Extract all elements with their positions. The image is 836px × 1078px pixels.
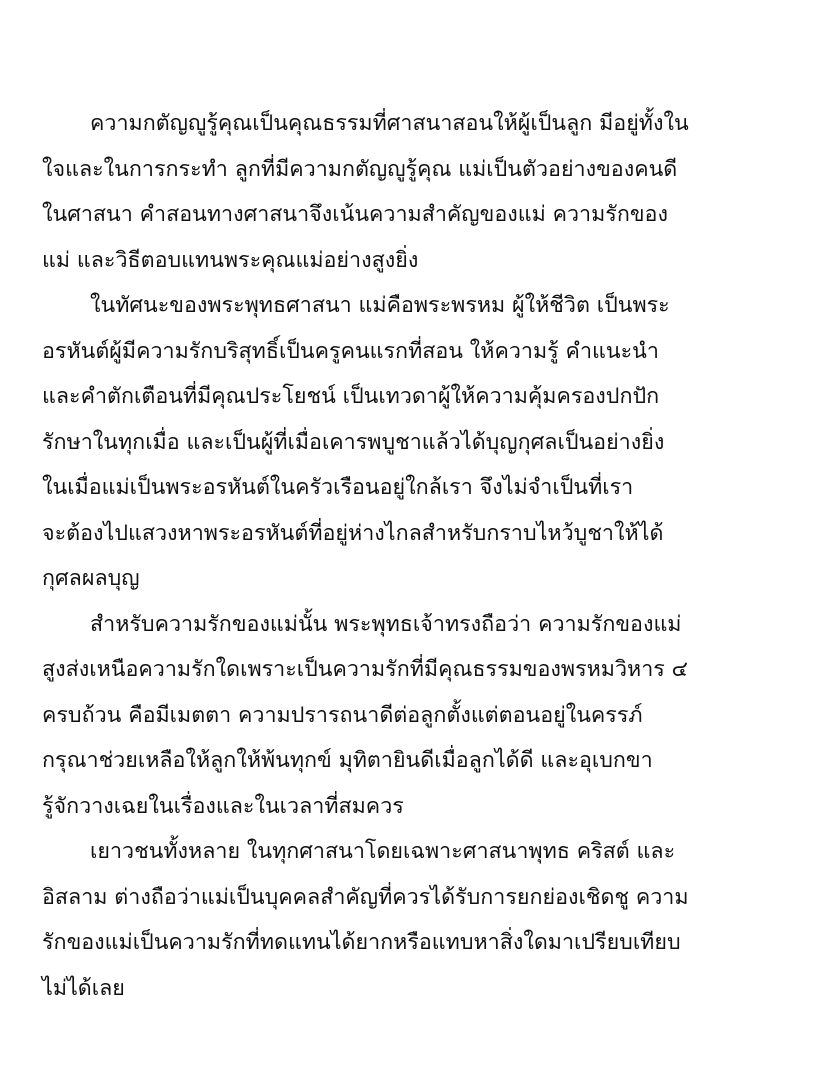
paragraph-3 [42,602,802,830]
text-line: อรหันต์ผู้มีความรักบริสุทธิ์เป็นครูคนแรกที่สอน ให้ความรู้ คำแนะนำ [42,338,659,364]
text-line: ในเมื่อแม่เป็นพระอรหันต์ในครัวเรือนอยู่ใกล้เรา จึงไม่จำเป็นที่เรา [42,475,634,500]
paragraph-4 [42,829,802,1011]
text-line: กุศลผลบุญ [42,566,140,591]
text-line: ความกตัญญูรู้คุณเป็นคุณธรรมที่ศาสนาสอนให้ผู้เป็นลูก มีอยู่ทั้งใน [90,111,689,136]
text-line: เยาวชนทั้งหลาย ในทุกศาสนาโดยเฉพาะศาสนาพุทธ คริสต์ และ [90,839,676,864]
text-line: ในทัศนะของพระพุทธศาสนา แม่คือพระพรหม ผู้ให้ชีวิต เป็นพระ [90,293,670,318]
paragraph-1 [42,101,802,283]
text-line: รู้จักวางเฉยในเรื่องและในเวลาที่สมควร [42,793,404,819]
text-line: อิสลาม ต่างถือว่าแม่เป็นบุคคลสำคัญที่ควรได้รับการยกย่องเชิดชู ความ [42,884,689,910]
document-body [42,101,802,1011]
text-line: สูงส่งเหนือความรักใดเพราะเป็นความรักที่มีคุณธรรมของพรหมวิหาร ๔ [42,657,688,682]
text-line: กรุณาช่วยเหลือให้ลูกให้พ้นทุกข์ มุทิตายินดีเมื่อลูกได้ดี และอุเบกขา [42,748,653,773]
text-line: สำหรับความรักของแม่นั้น พระพุทธเจ้าทรงถือว่า ความรักของแม่ [90,611,682,637]
text-line: ครบถ้วน คือมีเมตตา ความปรารถนาดีต่อลูกตั้งแต่ตอนอยู่ในครรภ์ [42,702,643,728]
text-line: ในศาสนา คำสอนทางศาสนาจึงเน้นความสำคัญของแม่ ความรักของ [42,202,668,227]
text-line: ใจและในการกระทำ ลูกที่มีความกตัญญูรู้คุณ แม่เป็นตัวอย่างของคนดี [42,156,678,182]
text-line: และคำตักเตือนที่มีคุณประโยชน์ เป็นเทวดาผู้ให้ความคุ้มครองปกปัก [42,384,660,409]
text-line: ไม่ได้เลย [42,975,125,1001]
text-line: รักษาในทุกเมื่อ และเป็นผู้ที่เมื่อเคารพบูชาแล้วได้บุญกุศลเป็นอย่างยิ่ง [42,429,665,455]
text-line: รักของแม่เป็นความรักที่ทดแทนได้ยากหรือแทบหาสิ่งใดมาเปรียบเทียบ [42,930,681,955]
text-line: จะต้องไปแสวงหาพระอรหันต์ที่อยู่ห่างไกลสำหรับกราบไหว้บูชาให้ได้ [42,520,664,546]
paragraph-2 [42,283,802,602]
text-line: แม่ และวิธีตอบแทนพระคุณแม่อย่างสูงยิ่ง [42,247,419,273]
